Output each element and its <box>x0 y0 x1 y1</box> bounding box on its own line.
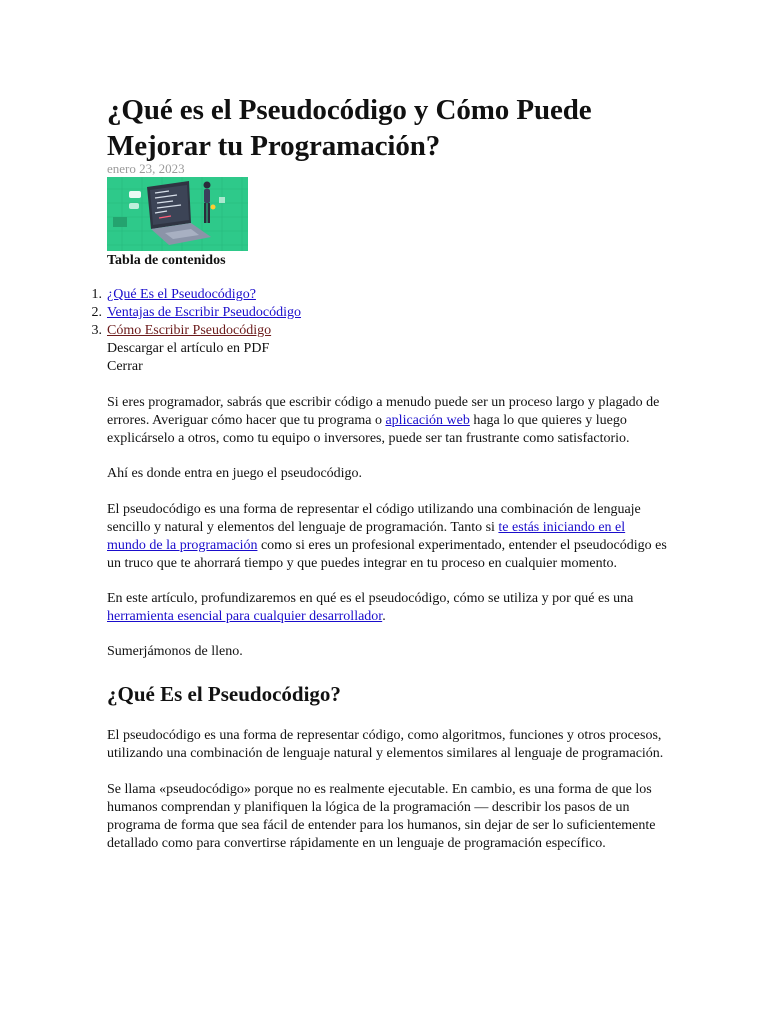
featured-image <box>107 177 248 251</box>
link-herramienta-esencial[interactable]: herramienta esencial para cualquier desarrollador <box>107 609 383 624</box>
toc-number: 1. <box>91 287 102 302</box>
publish-date: enero 23, 2023 <box>107 161 185 176</box>
paragraph-text: como si eres un profesional experimentado, entender el pseudocódigo es un truco que te ahorrará tiempo y que puedes integrar en tu proceso en cualquier momento. <box>107 538 667 571</box>
toc-link-como-escribir[interactable]: Cómo Escribir Pseudocódigo <box>107 323 272 338</box>
paragraph-intro <box>107 394 667 448</box>
article <box>91 92 667 853</box>
paragraph-text: . <box>382 609 386 624</box>
paragraph-article-scope <box>107 590 667 626</box>
toc-heading: Tabla de contenidos <box>107 253 226 268</box>
download-pdf-link[interactable]: Descargar el artículo en PDF <box>107 341 270 356</box>
paragraph-why-pseudo: Se llama «pseudocódigo» porque no es realmente ejecutable. En cambio, es una forma de que los humanos comprendan y planifiquen la lógica de la programación — describir los pasos de un programa de forma que sea fácil de entender para los humanos, sin dejar de ser lo suficientemente detallado como para convertirse rápidamente en un lenguaje de programación específico. <box>107 782 656 851</box>
toc-number: 2. <box>91 305 102 320</box>
paragraph-text: Si eres programador, sabrás que escribir código a menudo puede ser un proceso largo y plagado de errores. Averiguar cómo hacer que tu programa o <box>107 395 660 428</box>
paragraph-text: El pseudocódigo es una forma de representar el código utilizando una combinación de lenguaje sencillo y natural y elementos del lenguaje de programación. Tanto si <box>107 502 641 535</box>
paragraph-definition <box>107 501 667 573</box>
toc-item <box>91 304 667 322</box>
close-button[interactable]: Cerrar <box>107 359 143 374</box>
table-of-contents <box>91 286 667 340</box>
section-heading: ¿Qué Es el Pseudocódigo? <box>107 682 341 706</box>
paragraph-text: haga lo que quieres y luego explicárselo a otros, como tu equipo o inversores, puede ser tan frustrante como satisfactorio. <box>107 413 630 446</box>
toc-item <box>91 322 667 340</box>
paragraph-section-definition: El pseudocódigo es una forma de representar código, como algoritmos, funciones y otros procesos, utilizando una combinación de lenguaje natural y elementos similares al lenguaje de programación. <box>107 728 664 761</box>
toc-link-ventajas[interactable]: Ventajas de Escribir Pseudocódigo <box>107 305 302 320</box>
link-iniciando-programacion[interactable]: te estás iniciando en el mundo de la programación <box>107 520 626 553</box>
paragraph-dive-in: Sumerjámonos de lleno. <box>107 644 243 659</box>
toc-number: 3. <box>91 323 102 338</box>
toc-link-que-es[interactable]: ¿Qué Es el Pseudocódigo? <box>107 287 256 302</box>
paragraph-text: En este artículo, profundizaremos en qué es el pseudocódigo, cómo se utiliza y por qué es una <box>107 591 634 606</box>
article-title: ¿Qué es el Pseudocódigo y Cómo Puede Mejorar tu Programación? <box>107 94 592 162</box>
toc-item <box>91 286 667 304</box>
link-aplicacion-web[interactable]: aplicación web <box>385 413 470 428</box>
paragraph-pseudocode-intro: Ahí es donde entra en juego el pseudocódigo. <box>107 466 363 481</box>
